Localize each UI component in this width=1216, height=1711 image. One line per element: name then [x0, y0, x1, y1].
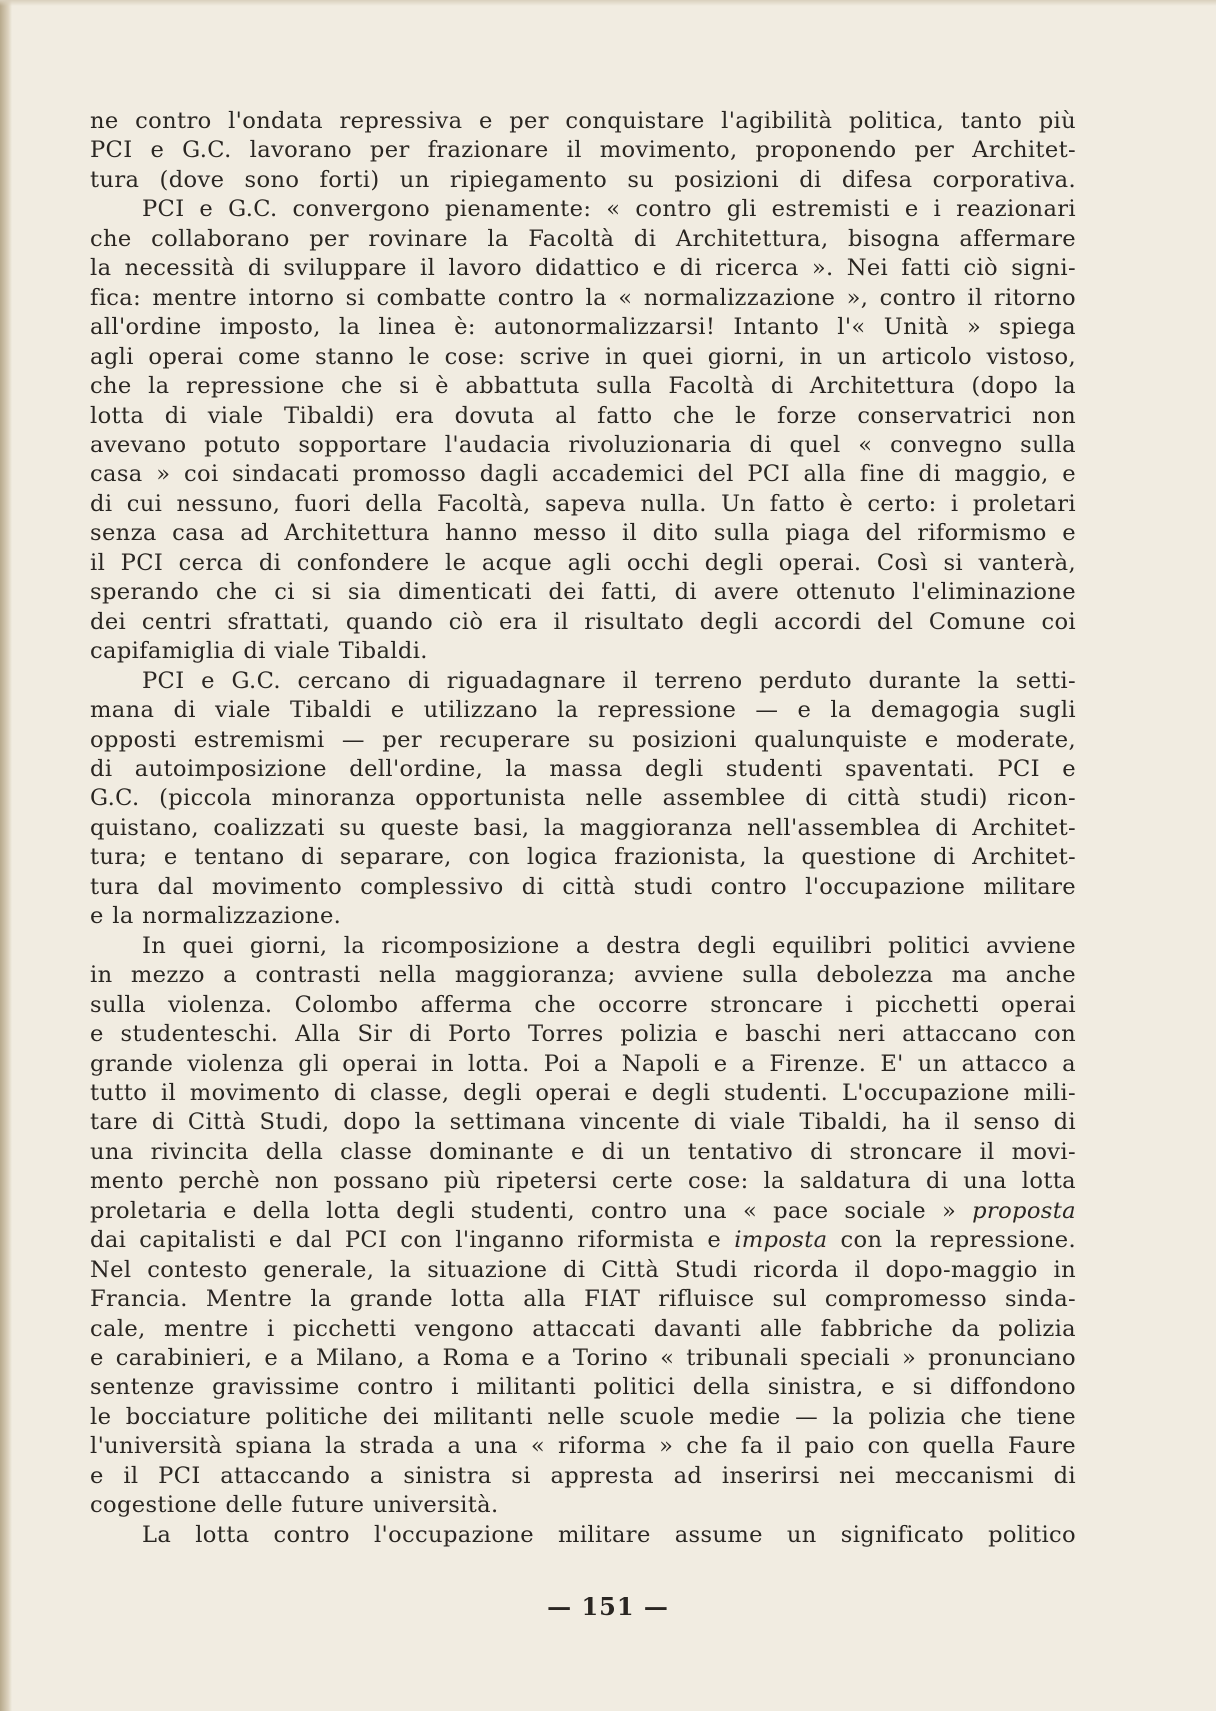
text-line: PCI e G.C. cercano di riguadagnare il terreno perduto durante la setti- — [142, 667, 1076, 694]
text-line: all'ordine imposto, la linea è: autonormalizzarsi! Intanto l'« Unità » spiega — [90, 314, 1076, 341]
page-number: — 151 — — [547, 1592, 669, 1621]
text-line: ne contro l'ondata repressiva e per conquistare l'agibilità politica, tanto più — [90, 108, 1076, 134]
text-line — [90, 1197, 1076, 1226]
text-line: tare di Città Studi, dopo la settimana vincente di viale Tibaldi, ha il senso di — [90, 1109, 1076, 1136]
text-line: di autoimposizione dell'ordine, la massa degli studenti spaventati. PCI e — [90, 755, 1076, 782]
text-line: sulla violenza. Colombo afferma che occorre stroncare i picchetti operai — [90, 991, 1076, 1018]
text-line: dei centri sfrattati, quando ciò era il risultato degli accordi del Comune coi — [90, 608, 1076, 635]
text-line: senza casa ad Architettura hanno messo il dito sulla piaga del riformismo e — [90, 520, 1076, 547]
text-line: quistano, coalizzati su queste basi, la maggioranza nell'assemblea di Architet- — [90, 814, 1076, 841]
text-line: La lotta contro l'occupazione militare assume un significato politico — [142, 1521, 1076, 1548]
text-line: di cui nessuno, fuori della Facoltà, sapeva nulla. Un fatto è certo: i proletari — [90, 490, 1076, 517]
text-run: dai capitalisti e dal PCI con l'inganno riformista e — [90, 1227, 735, 1254]
italic-emphasis: proposta — [972, 1197, 1076, 1224]
text-line: Francia. Mentre la grande lotta alla FIAT rifluisce sul compromesso sinda- — [90, 1286, 1076, 1313]
text-line: fica: mentre intorno si combatte contro la « normalizzazione », contro il ritorno — [90, 284, 1076, 311]
text-run: con la repressione. — [827, 1227, 1076, 1254]
text-line: sperando che ci si sia dimenticati dei fatti, di avere ottenuto l'eliminazione — [90, 579, 1076, 606]
text-line: mento perchè non possano più ripetersi certe cose: la saldatura di una lotta — [90, 1168, 1076, 1195]
text-line: tura; e tentano di separare, con logica frazionista, la questione di Architet- — [90, 844, 1076, 871]
text-line: cale, mentre i picchetti vengono attaccati davanti alle fabbriche da polizia — [90, 1315, 1076, 1342]
text-line: l'università spiana la strada a una « riforma » che fa il paio con quella Faure — [90, 1433, 1076, 1460]
text-line: casa » coi sindacati promosso dagli accademici del PCI alla fine di maggio, e — [90, 461, 1076, 488]
italic-emphasis: imposta — [734, 1227, 828, 1254]
text-line: In quei giorni, la ricomposizione a destra degli equilibri politici avviene — [142, 932, 1076, 959]
text-line: Nel contesto generale, la situazione di Città Studi ricorda il dopo-maggio in — [90, 1256, 1076, 1283]
text-line: il PCI cerca di confondere le acque agli occhi degli operai. Così si vanterà, — [90, 549, 1076, 576]
text-line: in mezzo a contrasti nella maggioranza; avviene sulla debolezza ma anche — [90, 962, 1076, 989]
text-line: mana di viale Tibaldi e utilizzano la repressione — e la demagogia sugli — [90, 697, 1076, 724]
text-line: le bocciature politiche dei militanti nelle scuole medie — la polizia che tiene — [90, 1403, 1076, 1430]
text-line: opposti estremismi — per recuperare su posizioni qualunquiste e moderate, — [90, 726, 1076, 753]
text-line: e la normalizzazione. — [90, 903, 342, 930]
text-line: G.C. (piccola minoranza opportunista nelle assemblee di città studi) ricon- — [90, 785, 1076, 812]
text-line: cogestione delle future università. — [90, 1492, 499, 1519]
text-line: PCI e G.C. convergono pienamente: « contro gli estremisti e i reazionari — [142, 196, 1076, 223]
text-line: che la repressione che si è abbattuta sulla Facoltà di Architettura (dopo la — [90, 373, 1076, 400]
text-line: e il PCI attaccando a sinistra si appresta ad inserirsi nei meccanismi di — [90, 1462, 1076, 1489]
text-line: e studenteschi. Alla Sir di Porto Torres polizia e baschi neri attaccano con — [90, 1021, 1076, 1048]
text-line: PCI e G.C. lavorano per frazionare il movimento, proponendo per Architet- — [90, 137, 1076, 164]
text-line — [90, 1226, 1076, 1255]
text-run: proletaria e della lotta degli studenti, contro una « pace sociale » — [90, 1197, 973, 1224]
text-line: che collaborano per rovinare la Facoltà di Architettura, bisogna affermare — [90, 225, 1076, 252]
text-line: tura (dove sono forti) un ripiegamento su posizioni di difesa corporativa. — [90, 166, 1076, 193]
text-line: grande violenza gli operai in lotta. Poi a Napoli e a Firenze. E' un attacco a — [90, 1050, 1076, 1077]
body-text — [90, 107, 1076, 1550]
text-line: e carabinieri, e a Milano, a Roma e a Torino « tribunali speciali » pronunciano — [90, 1345, 1076, 1372]
text-line: una rivincita della classe dominante e di un tentativo di stroncare il movi- — [90, 1138, 1076, 1165]
text-line: sentenze gravissime contro i militanti politici della sinistra, e si diffondono — [90, 1374, 1076, 1401]
text-line: capifamiglia di viale Tibaldi. — [90, 638, 428, 665]
text-line: la necessità di sviluppare il lavoro didattico e di ricerca ». Nei fatti ciò signi- — [90, 255, 1076, 282]
text-line: tutto il movimento di classe, degli operai e degli studenti. L'occupazione mili- — [90, 1079, 1076, 1106]
text-line: agli operai come stanno le cose: scrive in quei giorni, in un articolo vistoso, — [90, 343, 1076, 370]
text-line: tura dal movimento complessivo di città studi contro l'occupazione militare — [90, 873, 1076, 900]
text-line: lotta di viale Tibaldi) era dovuta al fatto che le forze conservatrici non — [90, 402, 1076, 429]
text-line: avevano potuto sopportare l'audacia rivoluzionaria di quel « convegno sulla — [90, 431, 1076, 458]
